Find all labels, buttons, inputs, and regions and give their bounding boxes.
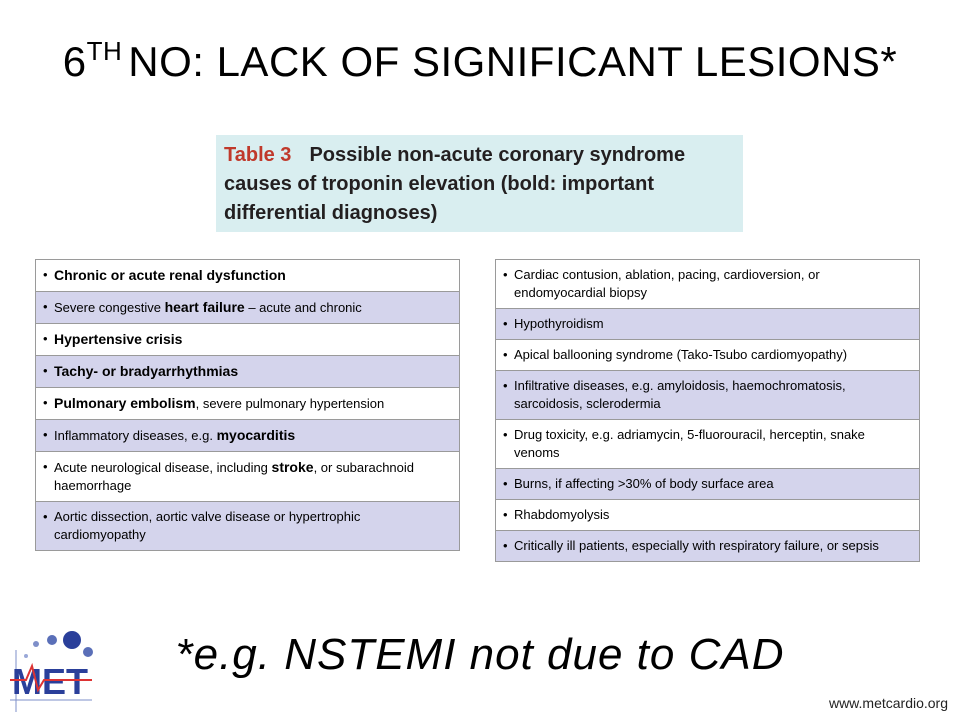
left-table-row bbox=[36, 324, 460, 356]
right-table-cell: • Cardiac contusion, ablation, pacing, cardioversion, or endomyocardial biopsy bbox=[496, 260, 920, 309]
left-table-row bbox=[36, 388, 460, 420]
right-table-cell: • Critically ill patients, especially with respiratory failure, or sepsis bbox=[496, 531, 920, 562]
cell-text-bold: Chronic or acute renal dysfunction bbox=[54, 267, 286, 283]
right-table-cell: • Rhabdomyolysis bbox=[496, 500, 920, 531]
right-table-cell: • Hypothyroidism bbox=[496, 309, 920, 340]
right-table-row bbox=[496, 340, 920, 371]
right-table-row bbox=[496, 531, 920, 562]
title-text: NO: LACK OF SIGNIFICANT LESIONS* bbox=[128, 38, 898, 85]
slide-title bbox=[0, 36, 960, 86]
title-superscript: TH bbox=[86, 36, 123, 66]
cell-text-bold: Pulmonary embolism bbox=[54, 395, 196, 411]
left-table-cell bbox=[36, 260, 460, 292]
right-table-cell: • Drug toxicity, e.g. adriamycin, 5-fluorouracil, herceptin, snake venoms bbox=[496, 420, 920, 469]
right-causes-table bbox=[495, 259, 920, 562]
cell-text-bold: myocarditis bbox=[216, 427, 296, 443]
cell-text-pre: Aortic dissection, aortic valve disease or hypertrophic cardiomyopathy bbox=[54, 509, 361, 542]
cell-text-bold: Tachy- or bradyarrhythmias bbox=[54, 363, 239, 379]
left-table-cell bbox=[36, 388, 460, 420]
right-table-cell: • Burns, if affecting >30% of body surface area bbox=[496, 469, 920, 500]
cell-text-post: , severe pulmonary hypertension bbox=[195, 396, 385, 411]
caption-line-2: causes of troponin elevation (bold: important bbox=[224, 173, 655, 195]
left-table-cell bbox=[36, 292, 460, 324]
left-table-cell bbox=[36, 452, 460, 502]
right-table-row bbox=[496, 500, 920, 531]
left-table-cell bbox=[36, 502, 460, 551]
cell-text-bold: heart failure bbox=[164, 299, 245, 315]
right-table-row bbox=[496, 260, 920, 309]
footnote: *e.g. NSTEMI not due to CAD bbox=[175, 630, 785, 679]
right-table-cell: • Infiltrative diseases, e.g. amyloidosis, haemochromatosis, sarcoidosis, sclerodermia bbox=[496, 371, 920, 420]
left-causes-table bbox=[35, 259, 460, 551]
left-table-cell bbox=[36, 420, 460, 452]
cell-text-pre: Inflammatory diseases, e.g. bbox=[54, 428, 217, 443]
left-table-cell bbox=[36, 356, 460, 388]
logo-text: MET bbox=[12, 661, 88, 702]
table-caption bbox=[216, 135, 743, 232]
met-logo-icon bbox=[6, 630, 96, 716]
website-link[interactable]: www.metcardio.org bbox=[828, 695, 948, 711]
right-table-cell: • Apical ballooning syndrome (Tako-Tsubo cardiomyopathy) bbox=[496, 340, 920, 371]
left-table-row bbox=[36, 420, 460, 452]
left-table-row bbox=[36, 452, 460, 502]
title-number: 6 bbox=[62, 38, 87, 85]
cell-text-post: – acute and chronic bbox=[244, 300, 362, 315]
right-table-row bbox=[496, 420, 920, 469]
cell-text-bold: Hypertensive crisis bbox=[54, 331, 183, 347]
right-table-row bbox=[496, 309, 920, 340]
right-table-row bbox=[496, 371, 920, 420]
left-table-cell bbox=[36, 324, 460, 356]
table-number: Table 3 bbox=[224, 144, 292, 166]
caption-line-1: Possible non-acute coronary syndrome bbox=[309, 144, 686, 166]
caption-line-3: differential diagnoses) bbox=[224, 202, 438, 224]
cell-text-bold: stroke bbox=[271, 459, 314, 475]
right-table-row bbox=[496, 469, 920, 500]
left-table-row bbox=[36, 260, 460, 292]
left-table-row bbox=[36, 356, 460, 388]
left-table-row bbox=[36, 502, 460, 551]
cell-text-pre: Severe congestive bbox=[54, 300, 165, 315]
cell-text-pre: Acute neurological disease, including bbox=[54, 460, 272, 475]
cell-text-post: , or subarachnoid haemorrhage bbox=[54, 460, 415, 493]
left-table-row bbox=[36, 292, 460, 324]
